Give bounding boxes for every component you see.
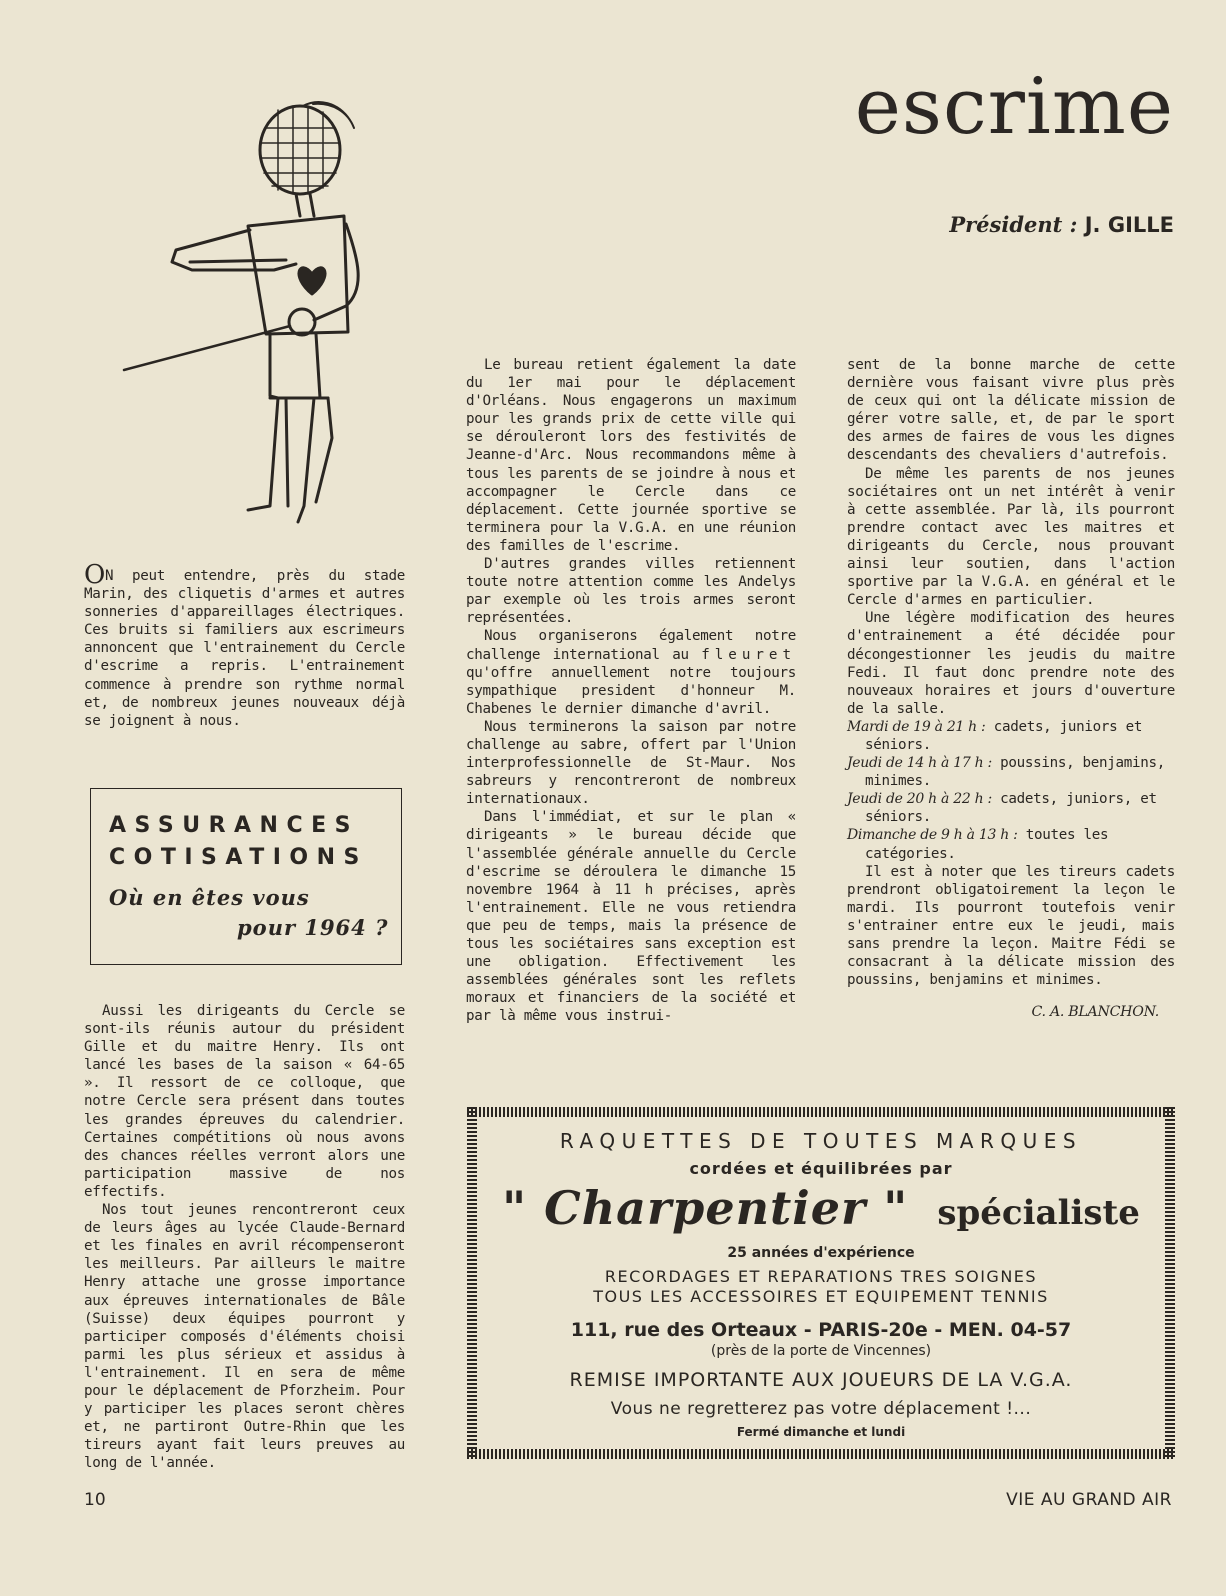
signature: C. A. BLANCHON.: [1031, 1004, 1159, 1021]
column-1: [84, 560, 405, 730]
ad-brand-line: [467, 1181, 1175, 1235]
schedule-item: Jeudi de 20 h à 22 h : cadets, juniors, et séniors.: [847, 791, 1157, 826]
paragraph: Nos tout jeunes rencontreront ceux de leurs âges au lycée Claude-Bernard et les finales en avril récompenseront les meilleurs. Par ailleurs le maitre Henry attache une grosse importance aux épreuves internationales de Bâle (Suisse) deux équipes pourront y participer composés d'éléments choisi parmi les plus sérieux et assidus à l'entrainement. Il en sera de même pour le déplacement de Pforzheim. Pour y participer les places seront chères et, ne partiront Outre-Rhin que les tireurs ayant fait leurs preuves au long de l'année.: [84, 1202, 405, 1472]
fencer-illustration: [118, 98, 378, 538]
drop-cap: O: [84, 560, 106, 590]
ad-line-raquettes: RAQUETTES DE TOUTES MARQUES: [559, 1129, 1083, 1153]
paragraph: Il est à noter que les tireurs cadets prendront obligatoirement la leçon le mardi. Ils pourront toutefois venir s'entrainer entre eux le jeudi, mais sans prendre la leçon. Maitre Fédi se consacrant à la délicate mission des poussins, benjamins et minimes.: [847, 863, 1175, 989]
column-1-continued: [84, 1002, 405, 1472]
ad-discount: REMISE IMPORTANTE AUX JOUEURS DE LA V.G.A.: [569, 1369, 1073, 1391]
schedule-item: Dimanche de 9 h à 13 h : toutes les catégories.: [847, 827, 1109, 862]
column-3: [847, 356, 1175, 1021]
paragraph: Nous organiserons également notre challenge international au fleuret qu'offre annuellement notre toujours sympathique president d'honneur M. Chabenes le dernier dimanche d'avril.: [466, 628, 796, 717]
box-line-assurances: ASSURANCES: [109, 813, 359, 838]
ad-near: (près de la porte de Vincennes): [710, 1343, 932, 1359]
paragraph: D'autres grandes villes retiennent toute notre attention comme les Andelys par exemple où les trois armes seront représentées.: [466, 556, 796, 627]
ad-closed: Fermé dimanche et lundi: [736, 1425, 906, 1439]
paragraph: sent de la bonne marche de cette dernière vous faisant vivre plus près de ceux qui ont la délicate mission de gérer votre salle, et, de par le sport des armes de faires de vous les dignes descendants des chevaliers d'autrefois.: [847, 357, 1175, 464]
intro-paragraph: ON peut entendre, près du stade Marin, des cliquetis d'armes et autres sonneries d'appareillages électriques. Ces bruits si familiers aux escrimeurs annoncent que l'entrainement du Cercle d'escrime a repris. L'entrainement commence à prendre son rythme normal et, de nombreux jeunes nouveaux déjà se joignent à nous.: [84, 560, 405, 729]
ad-experience: 25 années d'expérience: [727, 1245, 915, 1261]
charpentier-advertisement: [467, 1107, 1175, 1459]
page-number: 10: [84, 1490, 106, 1510]
ad-brand: " Charpentier ": [502, 1181, 909, 1235]
box-line-cotisations: COTISATIONS: [109, 845, 368, 870]
paragraph: Le bureau retient également la date du 1er mai pour le déplacement d'Orléans. Nous engagerons un maximum pour les grands prix de cette ville qui se dérouleront lors des festivités de Jeanne-d'Arc. Nous recommandons même à tous les parents de se joindre à nous et accompagner le Cercle dans ce déplacement. Cette journée sportive se terminera pour la V.G.A. en une réunion des familles de l'escrime.: [466, 357, 796, 554]
schedule-item: Jeudi de 14 h à 17 h : poussins, benjamins, minimes.: [847, 755, 1165, 790]
ad-line-accessoires: TOUS LES ACCESSOIRES ET EQUIPEMENT TENNIS: [593, 1287, 1049, 1306]
fleuret-word: fleuret: [701, 646, 796, 663]
box-question-1: Où en êtes vous: [109, 885, 310, 910]
schedule-item: Mardi de 19 à 21 h : cadets, juniors et séniors.: [847, 718, 1143, 753]
ad-regret: Vous ne regretterez pas votre déplacement !...: [610, 1399, 1032, 1419]
president-line: [949, 212, 1174, 237]
paragraph: Une légère modification des heures d'entrainement a été décidée pour décongestionner les jeudis du maitre Fedi. Il faut donc prendre note des nouveaux horaires et jours d'ouverture de la salle.: [847, 610, 1175, 717]
ad-line-cordees: cordées et équilibrées par: [689, 1159, 953, 1178]
magazine-name: VIE AU GRAND AIR: [1006, 1490, 1172, 1510]
paragraph: Dans l'immédiat, et sur le plan « dirigeants » le bureau décide que l'assemblée générale annuelle du Cercle d'escrime se déroulera le dimanche 15 novembre 1964 à 11 h précises, après l'entrainement. Elle ne vous retiendra que peu de temps, mais la présence de tous les sociétaires sans exception est une obligation. Effectivement les assemblées générales sont les reflets moraux et financiers de la société et par là même vous instrui-: [466, 809, 796, 1025]
paragraph: Aussi les dirigeants du Cercle se sont-ils réunis autour du président Gille et du maitre Henry. Ils ont lancé les bases de la saison « 64-65 ». Il ressort de ce colloque, que notre Cercle sera présent dans toutes les grandes épreuves du calendrier. Certaines compétitions où nous avons des chances réelles verront alors une participation massive de nos effectifs.: [84, 1003, 405, 1200]
box-question-2: pour 1964 ?: [237, 915, 389, 940]
column-2: [466, 356, 796, 1025]
president-name: J. GILLE: [1084, 213, 1174, 237]
paragraph: De même les parents de nos jeunes sociétaires ont un net intérêt à venir à cette assemblée. Par là, ils pourront prendre contact avec les maitres et dirigeants du Cercle, nous prouvant ainsi leur soutien, dans l'action sportive par la V.G.A. en général et le Cercle d'armes en particulier.: [847, 465, 1175, 609]
president-role: Président :: [949, 212, 1078, 237]
ad-line-recordages: RECORDAGES ET REPARATIONS TRES SOIGNES: [604, 1267, 1038, 1286]
section-title: escrime: [854, 62, 1174, 152]
paragraph: Nous terminerons la saison par notre challenge au sabre, offert par l'Union interprofessionnelle de St-Maur. Nos sabreurs y rencontreront de nombreux internationaux.: [466, 718, 796, 808]
insurance-box: [90, 788, 402, 965]
ad-specialist: spécialiste: [937, 1193, 1140, 1233]
ad-address: 111, rue des Orteaux - PARIS-20e - MEN. 04-57: [570, 1319, 1072, 1341]
